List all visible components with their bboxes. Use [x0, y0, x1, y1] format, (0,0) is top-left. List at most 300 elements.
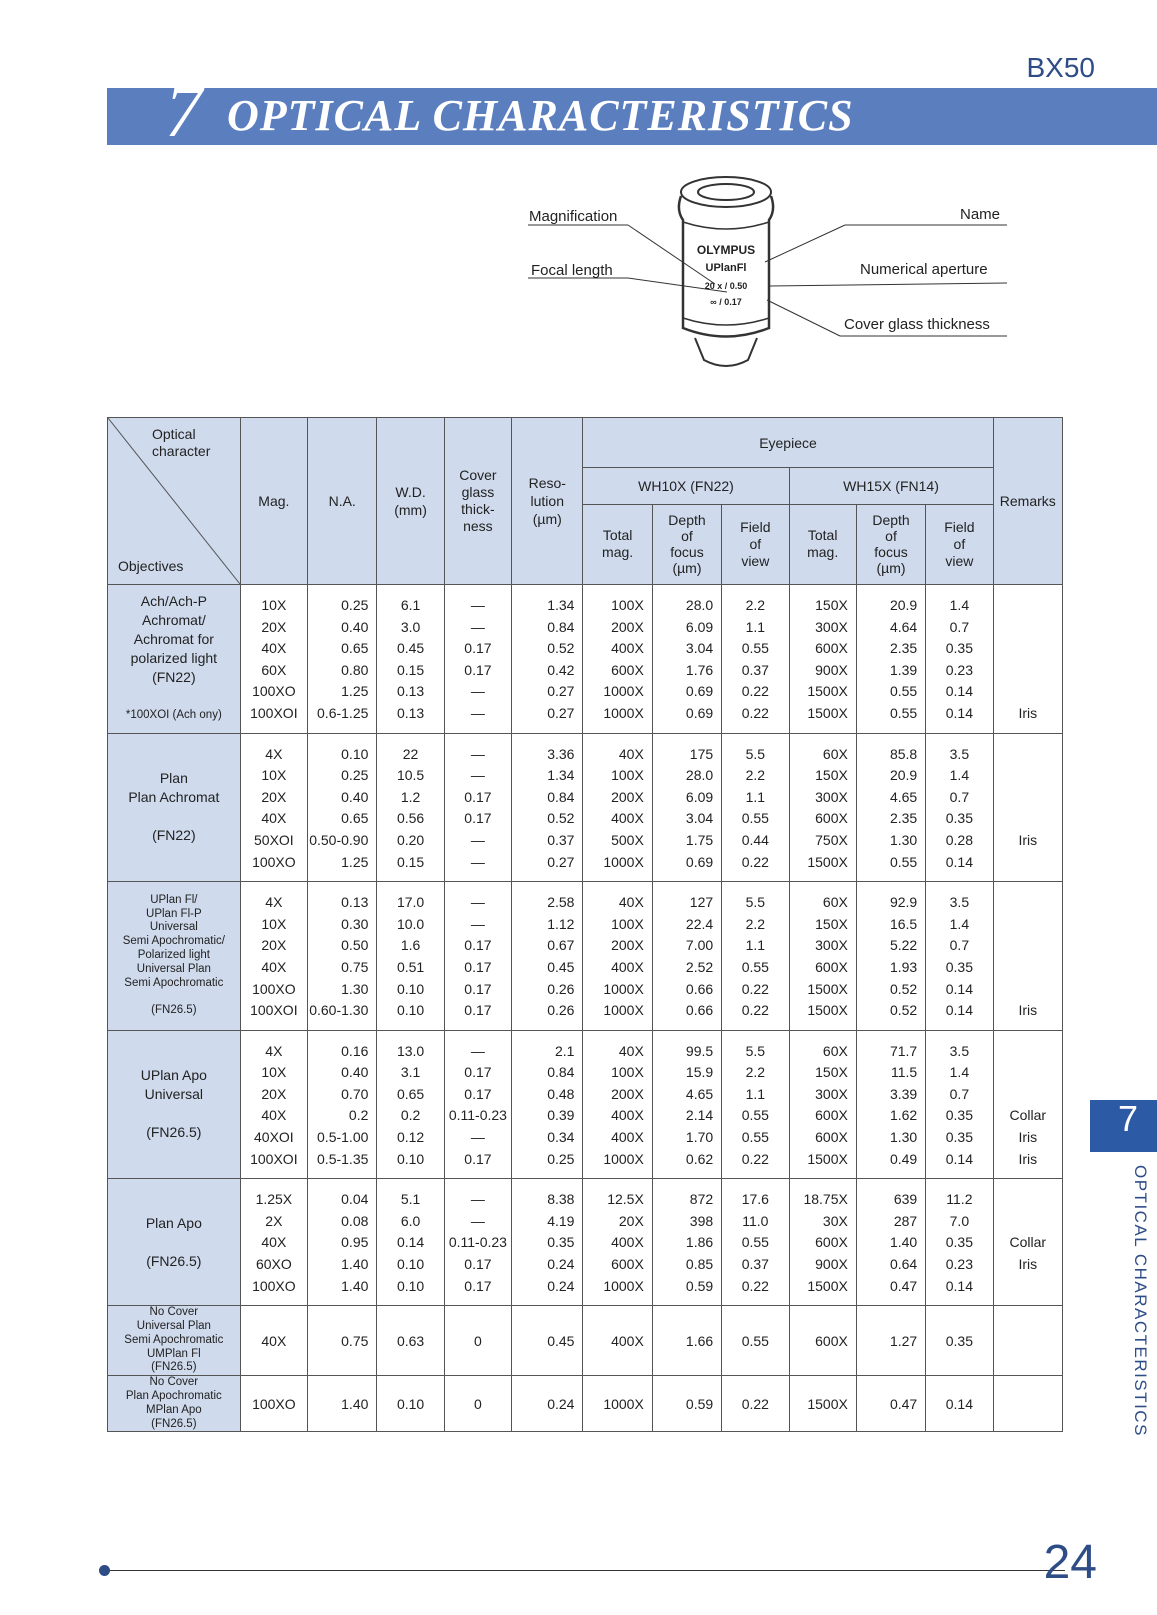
- value-t15: 1500X: [807, 683, 848, 700]
- value-mag: 40X: [261, 958, 287, 975]
- value-t10: 400X: [611, 958, 644, 975]
- value-res: 1.34: [547, 597, 575, 613]
- value-cover: 0.17: [464, 1150, 492, 1167]
- value-t10: 400X: [611, 810, 644, 827]
- value-d15: 0.55: [889, 683, 918, 700]
- value-d15: 5.22: [889, 937, 918, 954]
- cell-f10: [722, 1030, 789, 1179]
- value-res: 0.52: [547, 640, 575, 657]
- header-na: N.A.: [308, 418, 377, 585]
- value-d10: 398: [689, 1212, 714, 1229]
- value-wd: 0.14: [396, 1234, 425, 1251]
- value-t10: 1000X: [603, 683, 644, 700]
- value-d15: 0.52: [889, 980, 918, 997]
- objective-line: Universal: [144, 1086, 204, 1103]
- value-d15: 1.62: [889, 1107, 918, 1124]
- cell-f15: [926, 1030, 993, 1179]
- value-wd: 0.10: [396, 1396, 425, 1412]
- value-t10: 20X: [618, 1212, 644, 1229]
- value-f10: 0.44: [741, 831, 769, 848]
- cell-t15: [789, 882, 856, 1031]
- value-f10: 2.2: [745, 915, 766, 932]
- objective-line: polarized light: [130, 650, 218, 667]
- value-na: 0.04: [341, 1191, 369, 1208]
- value-d15: 92.9: [889, 894, 918, 911]
- value-t15: 900X: [815, 1256, 848, 1273]
- value-f10: 5.5: [745, 894, 766, 911]
- value-d10: 0.85: [685, 1256, 714, 1273]
- side-tab-text: OPTICAL CHARACTERISTICS: [1131, 1165, 1150, 1437]
- value-d15: 2.35: [889, 640, 918, 657]
- value-wd: 1.6: [400, 937, 421, 954]
- engraving-model: UPlanFl: [705, 262, 747, 274]
- value-cover: 0.17: [464, 937, 492, 954]
- value-wd: 17.0: [396, 894, 425, 911]
- value-na: 1.40: [341, 1256, 369, 1273]
- cell-rem: [993, 733, 1062, 882]
- value-d15: 4.65: [889, 788, 918, 805]
- value-cover: —: [470, 704, 485, 721]
- value-rem: [994, 935, 1062, 957]
- engraving-spec2: ∞ / 0.17: [710, 297, 742, 307]
- value-f15: 1.4: [949, 1064, 970, 1081]
- value-f15: 0.28: [945, 831, 973, 848]
- value-f10: 0.55: [741, 810, 769, 827]
- cell-mag: [240, 882, 307, 1031]
- value-d10: 1.75: [685, 831, 714, 848]
- value-mag: 20X: [261, 937, 287, 954]
- header-mag: Mag.: [240, 418, 307, 585]
- side-tab-number: 7: [1118, 1098, 1139, 1139]
- cell-f15: [926, 733, 993, 882]
- value-rem: [994, 852, 1062, 874]
- model-label: BX50: [1026, 52, 1095, 83]
- value-cover: 0.17: [464, 1085, 492, 1102]
- cell-res: [512, 1306, 583, 1376]
- value-wd: 0.10: [396, 1150, 425, 1167]
- value-wd: 0.10: [396, 1256, 425, 1273]
- engraving-brand: OLYMPUS: [696, 243, 756, 257]
- value-f10: 0.22: [741, 1396, 769, 1412]
- value-na: 0.16: [341, 1042, 369, 1059]
- header-total-mag-10: Total mag.: [583, 504, 652, 585]
- value-d10: 0.59: [685, 1277, 714, 1294]
- value-d10: 175: [689, 745, 714, 762]
- value-d10: 22.4: [685, 915, 714, 932]
- value-cover: 0.17: [464, 810, 492, 827]
- value-t10: 600X: [611, 1256, 644, 1273]
- value-t15: 30X: [822, 1212, 848, 1229]
- value-d10: 0.66: [685, 980, 714, 997]
- value-d10: 6.09: [685, 788, 714, 805]
- value-t10: 100X: [611, 915, 644, 932]
- value-na: 0.13: [341, 894, 369, 911]
- cell-f15: [926, 585, 993, 734]
- cell-mag: [240, 585, 307, 734]
- value-na: 0.60-1.30: [309, 1002, 369, 1019]
- value-d15: 1.30: [889, 1129, 918, 1146]
- cell-wd: [377, 1376, 444, 1432]
- cell-rem: [993, 882, 1062, 1031]
- cell-f10: [722, 1376, 789, 1432]
- value-d15: 0.55: [889, 853, 918, 870]
- cell-d10: [652, 882, 721, 1031]
- value-d15: 2.35: [889, 810, 918, 827]
- value-d15: 1.30: [889, 831, 918, 848]
- value-wd: 5.1: [400, 1191, 421, 1208]
- cell-res: [512, 1179, 583, 1306]
- value-f10: 5.5: [745, 1042, 766, 1059]
- value-f15: 1.4: [949, 597, 970, 613]
- value-rem: Iris: [1018, 1129, 1038, 1146]
- value-cover: —: [470, 597, 485, 613]
- value-res: 0.42: [547, 661, 575, 678]
- value-na: 0.50-0.90: [309, 831, 369, 848]
- table-row: [108, 1030, 1063, 1179]
- value-t15: 900X: [815, 661, 848, 678]
- value-t15: 600X: [815, 810, 848, 827]
- value-d10: 0.69: [685, 853, 714, 870]
- value-d10: 4.65: [685, 1085, 714, 1102]
- value-cover: 0.17: [464, 980, 492, 997]
- value-f15: 0.14: [945, 683, 973, 700]
- value-na: 0.40: [341, 1064, 369, 1081]
- table-row: [108, 1376, 1063, 1432]
- value-f15: 0.14: [945, 1396, 973, 1412]
- value-d10: 0.69: [685, 683, 714, 700]
- value-f10: 1.1: [745, 1085, 766, 1102]
- objective-line: (FN26.5): [146, 1252, 202, 1269]
- value-t15: 1500X: [807, 1150, 848, 1167]
- value-f10: 0.55: [741, 640, 769, 657]
- value-t10: 1000X: [603, 1396, 644, 1412]
- cell-t10: [583, 1306, 652, 1376]
- value-f10: 5.5: [745, 745, 766, 762]
- cell-res: [512, 882, 583, 1031]
- value-cover: 0.17: [464, 1002, 492, 1019]
- value-rem: [994, 808, 1062, 830]
- value-cover: —: [470, 745, 485, 762]
- value-wd: 0.51: [396, 958, 425, 975]
- value-na: 0.80: [341, 661, 369, 678]
- objective-line: [108, 990, 240, 1004]
- value-wd: 0.2: [400, 1107, 421, 1124]
- value-rem: Collar: [1009, 1107, 1047, 1124]
- value-mag: 10X: [261, 915, 287, 932]
- value-wd: 6.1: [400, 597, 421, 613]
- cell-t10: [583, 1376, 652, 1432]
- value-res: 2.1: [554, 1042, 575, 1059]
- value-d15: 1.93: [889, 958, 918, 975]
- value-cover: —: [470, 1129, 485, 1146]
- value-d15: 85.8: [889, 745, 918, 762]
- value-t15: 18.75X: [803, 1191, 848, 1208]
- value-d10: 1.86: [685, 1234, 714, 1251]
- objective-name: [108, 1376, 241, 1432]
- objective-line: (FN22): [152, 827, 196, 844]
- value-cover: —: [470, 683, 485, 700]
- value-d15: 0.55: [889, 704, 918, 721]
- value-t10: 400X: [611, 1129, 644, 1146]
- value-t10: 400X: [611, 640, 644, 657]
- value-mag: 50XOI: [254, 831, 294, 848]
- value-na: 0.08: [341, 1212, 369, 1229]
- value-rem: [994, 595, 1062, 617]
- value-res: 0.35: [547, 1234, 575, 1251]
- value-t10: 40X: [618, 745, 644, 762]
- cell-t10: [583, 585, 652, 734]
- value-d15: 639: [893, 1191, 918, 1208]
- value-na: 0.75: [341, 958, 369, 975]
- cell-cover: [444, 1376, 511, 1432]
- value-rem: [994, 1084, 1062, 1106]
- cell-res: [512, 1376, 583, 1432]
- objective-line: Achromat for: [133, 631, 214, 648]
- objective-name: [108, 733, 241, 882]
- objective-line: Plan: [159, 770, 188, 787]
- value-res: 0.24: [547, 1277, 575, 1294]
- value-f15: 0.14: [945, 1002, 973, 1019]
- header-depth-10: Depth of focus (µm): [652, 504, 721, 585]
- value-res: 0.27: [547, 683, 575, 700]
- value-mag: 100XO: [252, 853, 296, 870]
- value-cover: —: [470, 894, 485, 911]
- value-na: 0.65: [341, 640, 369, 657]
- value-d10: 0.66: [685, 1002, 714, 1019]
- objective-line: MPlan Apo: [146, 1403, 202, 1416]
- value-mag: 100XO: [252, 1277, 296, 1294]
- cell-cover: [444, 585, 511, 734]
- value-t15: 600X: [815, 1332, 848, 1349]
- value-cover: 0.17: [464, 1064, 492, 1081]
- value-res: 0.27: [547, 704, 575, 721]
- cell-wd: [377, 733, 444, 882]
- value-t10: 200X: [611, 618, 644, 635]
- value-rem: [994, 1331, 1062, 1353]
- value-f10: 1.1: [745, 937, 766, 954]
- cell-t15: [789, 1376, 856, 1432]
- cell-wd: [377, 1030, 444, 1179]
- value-d10: 2.14: [685, 1107, 714, 1124]
- value-mag: 60XO: [255, 1256, 292, 1273]
- value-cover: —: [470, 915, 485, 932]
- objective-line: Plan Achromat: [128, 789, 220, 806]
- cell-na: [308, 1030, 377, 1179]
- value-res: 0.34: [547, 1129, 575, 1146]
- value-d10: 6.09: [685, 618, 714, 635]
- value-t10: 600X: [611, 661, 644, 678]
- value-t10: 100X: [611, 767, 644, 784]
- value-f10: 0.22: [741, 853, 769, 870]
- value-wd: 0.10: [396, 980, 425, 997]
- value-t15: 150X: [815, 915, 848, 932]
- value-mag: 1.25X: [255, 1191, 293, 1208]
- value-mag: 10X: [261, 767, 287, 784]
- cell-d15: [856, 882, 925, 1031]
- value-t10: 40X: [618, 1042, 644, 1059]
- cell-f10: [722, 882, 789, 1031]
- cell-cover: [444, 1306, 511, 1376]
- value-mag: 4X: [265, 745, 283, 762]
- value-rem: [994, 957, 1062, 979]
- label-cover-glass: Cover glass thickness: [844, 316, 990, 333]
- value-res: 0.39: [547, 1107, 575, 1124]
- value-rem: [994, 744, 1062, 766]
- value-d10: 3.04: [685, 640, 714, 657]
- value-t15: 150X: [815, 1064, 848, 1081]
- value-res: 1.34: [547, 767, 575, 784]
- cell-d15: [856, 1030, 925, 1179]
- value-t10: 12.5X: [607, 1191, 644, 1208]
- value-d10: 0.62: [685, 1150, 714, 1167]
- header-wh15: WH15X (FN14): [789, 468, 993, 504]
- table-row: [108, 1179, 1063, 1306]
- value-t10: 400X: [611, 1332, 644, 1349]
- value-f15: 0.35: [945, 958, 973, 975]
- value-wd: 10.5: [396, 767, 425, 784]
- objective-line: (FN26.5): [151, 1361, 197, 1374]
- value-rem: [994, 1189, 1062, 1211]
- value-d10: 2.52: [685, 958, 714, 975]
- value-cover: —: [470, 1212, 485, 1229]
- objective-line: No Cover: [149, 1376, 199, 1389]
- header-depth-15: Depth of focus (µm): [856, 504, 925, 585]
- value-res: 0.52: [547, 810, 575, 827]
- value-na: 1.25: [341, 853, 369, 870]
- value-t15: 600X: [815, 1234, 848, 1251]
- value-cover: 0.11-0.23: [448, 1234, 507, 1251]
- header-total-mag-15: Total mag.: [789, 504, 856, 585]
- value-d15: 0.49: [889, 1150, 918, 1167]
- chapter-title: OPTICAL CHARACTERISTICS: [227, 91, 854, 140]
- value-mag: 20X: [261, 1085, 287, 1102]
- header-optical-character: Optical character: [152, 426, 211, 459]
- value-res: 1.12: [547, 915, 575, 932]
- cell-mag: [240, 1306, 307, 1376]
- value-cover: —: [470, 1191, 485, 1208]
- footer-dot: [99, 1565, 110, 1576]
- value-f15: 0.7: [949, 788, 970, 805]
- value-d10: 0.59: [685, 1396, 714, 1412]
- value-wd: 22: [402, 745, 419, 762]
- value-res: 0.84: [547, 788, 575, 805]
- value-t15: 750X: [815, 831, 848, 848]
- value-t15: 60X: [822, 894, 848, 911]
- value-d15: 1.39: [889, 661, 918, 678]
- value-f10: 2.2: [745, 597, 766, 613]
- value-t15: 300X: [815, 1085, 848, 1102]
- value-d10: 28.0: [685, 767, 714, 784]
- value-d10: 15.9: [685, 1064, 714, 1081]
- footer-rule: [105, 1570, 1065, 1571]
- header-field-10: Field of view: [722, 504, 789, 585]
- value-wd: 0.20: [396, 831, 425, 848]
- objective-name: [108, 585, 241, 734]
- value-t10: 200X: [611, 788, 644, 805]
- cell-t15: [789, 733, 856, 882]
- value-mag: 60X: [261, 661, 287, 678]
- value-na: 0.75: [341, 1332, 369, 1349]
- value-mag: 10X: [261, 597, 287, 613]
- value-na: 1.30: [341, 980, 369, 997]
- value-f15: 0.35: [945, 1332, 973, 1349]
- cell-d10: [652, 1376, 721, 1432]
- value-res: 3.36: [547, 745, 575, 762]
- objective-line: Semi Apochromatic/: [122, 935, 225, 948]
- value-t10: 40X: [618, 894, 644, 911]
- objective-line: (FN26.5): [151, 1004, 197, 1017]
- value-d15: 1.27: [889, 1332, 918, 1349]
- value-res: 0.27: [547, 853, 575, 870]
- value-d15: 1.40: [889, 1234, 918, 1251]
- value-d15: 0.52: [889, 1002, 918, 1019]
- cell-mag: [240, 1376, 307, 1432]
- value-res: 0.26: [547, 980, 575, 997]
- cell-d15: [856, 1306, 925, 1376]
- value-f15: 1.4: [949, 767, 970, 784]
- objective-line: [108, 1233, 240, 1252]
- value-na: 0.30: [341, 915, 369, 932]
- value-f15: 3.5: [949, 894, 970, 911]
- value-t15: 600X: [815, 1129, 848, 1146]
- objective-line: UPlan Fl-P: [146, 907, 202, 920]
- cell-rem: [993, 1376, 1062, 1432]
- value-rem: Iris: [1018, 704, 1038, 721]
- cell-cover: [444, 1179, 511, 1306]
- header-resolution: Reso- lution (µm): [512, 418, 583, 585]
- value-f15: 0.35: [945, 640, 973, 657]
- value-na: 0.5-1.35: [317, 1150, 369, 1167]
- cell-na: [308, 1306, 377, 1376]
- value-na: 0.70: [341, 1085, 369, 1102]
- value-f15: 0.7: [949, 1085, 970, 1102]
- value-cover: 0.17: [464, 958, 492, 975]
- value-cover: 0.11-0.23: [448, 1107, 507, 1124]
- cell-mag: [240, 1030, 307, 1179]
- value-wd: 0.12: [396, 1129, 425, 1146]
- value-f15: 0.7: [949, 618, 970, 635]
- cell-t15: [789, 585, 856, 734]
- value-f15: 0.23: [945, 661, 973, 678]
- value-d15: 16.5: [889, 915, 918, 932]
- value-f10: 0.37: [741, 661, 769, 678]
- value-rem: Collar: [1009, 1234, 1047, 1251]
- value-mag: 100XOI: [250, 704, 298, 721]
- value-wd: 0.10: [396, 1002, 425, 1019]
- value-t15: 600X: [815, 1107, 848, 1124]
- value-d10: 872: [689, 1191, 714, 1208]
- objective-line: (FN22): [152, 669, 196, 686]
- label-focal-length: Focal length: [531, 262, 613, 279]
- cell-d10: [652, 1179, 721, 1306]
- value-t15: 300X: [815, 937, 848, 954]
- value-f10: 1.1: [745, 618, 766, 635]
- value-f15: 3.5: [949, 1042, 970, 1059]
- value-f15: 0.14: [945, 1150, 973, 1167]
- value-na: 0.6-1.25: [317, 704, 369, 721]
- value-rem: [994, 681, 1062, 703]
- value-cover: 0: [474, 1396, 482, 1412]
- value-f15: 1.4: [949, 915, 970, 932]
- value-mag: 40XOI: [254, 1129, 294, 1146]
- cell-d15: [856, 733, 925, 882]
- value-wd: 0.13: [396, 704, 425, 721]
- value-f15: 3.5: [949, 745, 970, 762]
- value-res: 0.45: [547, 958, 575, 975]
- cell-na: [308, 733, 377, 882]
- value-t10: 400X: [611, 1234, 644, 1251]
- objective-line: UPlan Fl/: [150, 893, 198, 906]
